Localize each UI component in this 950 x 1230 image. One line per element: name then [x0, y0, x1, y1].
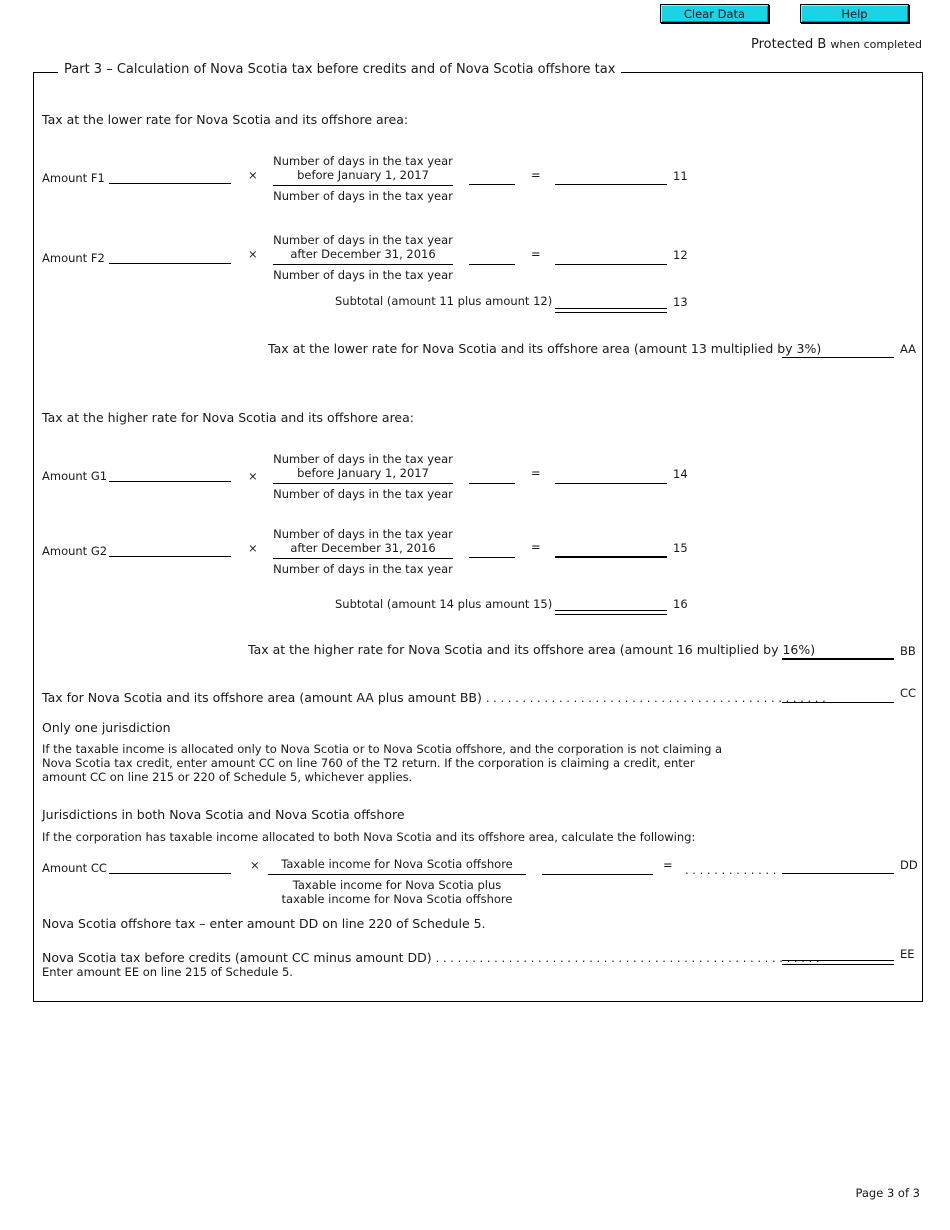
equals-symbol: = — [531, 466, 541, 480]
amount-g1-label: Amount G1 — [42, 469, 108, 483]
line-bb-underline — [782, 658, 894, 660]
amount-f1-label: Amount F1 — [42, 171, 105, 185]
enter-ee-note: Enter amount EE on line 215 of Schedule 5. — [42, 965, 293, 979]
amount-g2-underline — [109, 556, 231, 557]
days-g2-underline — [469, 557, 515, 558]
line-dd-input[interactable] — [782, 857, 894, 873]
fraction-f2 — [273, 233, 453, 282]
total-cc-text: Tax for Nova Scotia and its offshore area (amount AA plus amount BB) — [42, 690, 482, 705]
offshore-ratio-underline — [542, 874, 653, 875]
subtotal-13-label: Subtotal (amount 11 plus amount 12) — [335, 294, 553, 308]
days-g2-input[interactable] — [469, 540, 515, 556]
tax-before-credits-text: Nova Scotia tax before credits (amount CC minus amount DD) — [42, 950, 432, 965]
offshore-ratio-input[interactable] — [542, 857, 653, 873]
line-ee-double-underline — [782, 960, 894, 965]
line-cc-underline — [782, 702, 894, 703]
fraction-g2 — [273, 527, 453, 576]
denominator-line2: taxable income for Nova Scotia offshore — [281, 892, 513, 906]
days-f1-input[interactable] — [469, 168, 515, 184]
numerator: Taxable income for Nova Scotia offshore — [268, 857, 526, 875]
line-11-number: 11 — [673, 169, 688, 183]
denominator: Number of days in the tax year — [273, 562, 453, 576]
days-g1-input[interactable] — [469, 466, 515, 482]
denominator-line1: Taxable income for Nova Scotia plus — [292, 878, 502, 892]
amount-g1-input[interactable] — [109, 466, 231, 482]
equals-symbol: = — [531, 168, 541, 182]
line-cc-input[interactable] — [782, 686, 894, 702]
numerator-line2: after December 31, 2016 — [290, 247, 436, 261]
denominator: Number of days in the tax year — [273, 268, 453, 282]
times-symbol: × — [248, 247, 258, 261]
line-cc-label: CC — [900, 686, 917, 700]
equals-symbol: = — [663, 858, 673, 872]
equals-symbol: = — [531, 540, 541, 554]
leader-dots: . . . . . . . . . . . . . — [685, 863, 777, 877]
amount-f2-label: Amount F2 — [42, 251, 105, 265]
times-symbol: × — [250, 858, 260, 872]
higher-rate-result-label: Tax at the higher rate for Nova Scotia and its offshore area (amount 16 multiplied by 16%) — [248, 642, 816, 657]
higher-rate-heading: Tax at the higher rate for Nova Scotia and its offshore area: — [42, 410, 414, 425]
line-ee-input[interactable] — [782, 944, 894, 960]
page-number: Page 3 of 3 — [855, 1186, 920, 1200]
line-bb-label: BB — [900, 644, 916, 658]
numerator-line1: Number of days in the tax year — [273, 452, 453, 466]
protected-b-notice — [751, 37, 922, 52]
line-15-number: 15 — [673, 541, 688, 555]
line-16-double-underline — [555, 610, 667, 615]
lower-rate-result-label: Tax at the lower rate for Nova Scotia and its offshore area (amount 13 multiplied by 3%) — [268, 341, 822, 356]
fraction-g1 — [273, 452, 453, 501]
both-jurisdictions-heading: Jurisdictions in both Nova Scotia and Nova Scotia offshore — [42, 807, 405, 822]
leader-dots: . . . . . . . . . . . . . . . . . . . . . . . . . . . . . . . . . . . . . . . . . . . . . . . . . . . . . — [435, 951, 820, 965]
times-symbol: × — [248, 541, 258, 555]
line-13-double-underline — [555, 308, 667, 313]
line-16-input[interactable] — [555, 594, 667, 610]
amount-f1-input[interactable] — [109, 168, 231, 184]
line-dd-label: DD — [900, 858, 918, 872]
line-14-input[interactable] — [555, 466, 667, 482]
days-f2-underline — [469, 264, 515, 265]
amount-f1-underline — [109, 183, 231, 184]
days-g1-underline — [469, 483, 515, 484]
amount-cc-underline — [109, 873, 231, 874]
line-aa-underline — [782, 357, 894, 358]
protected-label: Protected B — [751, 37, 827, 52]
both-jurisdictions-text: If the corporation has taxable income allocated to both Nova Scotia and its offshore area, calculate the following: — [42, 830, 696, 844]
help-button[interactable]: Help — [800, 4, 909, 23]
numerator-line2: after December 31, 2016 — [290, 541, 436, 555]
days-f2-input[interactable] — [469, 247, 515, 263]
line-12-input[interactable] — [555, 247, 667, 263]
line-13-number: 13 — [673, 295, 688, 309]
part3-title: Part 3 – Calculation of Nova Scotia tax before credits and of Nova Scotia offshore tax — [58, 62, 621, 77]
line-15-underline — [555, 556, 667, 558]
amount-g2-input[interactable] — [109, 540, 231, 556]
numerator-line2: before January 1, 2017 — [297, 168, 429, 182]
equals-symbol: = — [531, 247, 541, 261]
fraction-offshore — [268, 857, 526, 906]
one-jurisdiction-text-2: Nova Scotia tax credit, enter amount CC on line 760 of the T2 return. If the corporation is claiming a credit, enter — [42, 756, 695, 770]
amount-f2-input[interactable] — [109, 247, 231, 263]
numerator-line1: Number of days in the tax year — [273, 233, 453, 247]
line-11-input[interactable] — [555, 168, 667, 184]
denominator: Number of days in the tax year — [273, 487, 453, 501]
days-f1-underline — [469, 184, 515, 185]
one-jurisdiction-text-3: amount CC on line 215 or 220 of Schedule 5, whichever applies. — [42, 770, 413, 784]
clear-data-button[interactable]: Clear Data — [660, 4, 769, 23]
numerator-line2: before January 1, 2017 — [297, 466, 429, 480]
lower-rate-heading: Tax at the lower rate for Nova Scotia and its offshore area: — [42, 112, 409, 127]
numerator-line1: Number of days in the tax year — [273, 527, 453, 541]
fraction-f1 — [273, 154, 453, 203]
amount-g1-underline — [109, 481, 231, 482]
offshore-tax-note: Nova Scotia offshore tax – enter amount DD on line 220 of Schedule 5. — [42, 916, 486, 931]
line-dd-underline — [782, 873, 894, 874]
amount-f2-underline — [109, 263, 231, 264]
numerator-line1: Number of days in the tax year — [273, 154, 453, 168]
line-13-input[interactable] — [555, 292, 667, 308]
times-symbol: × — [248, 469, 258, 483]
one-jurisdiction-heading: Only one jurisdiction — [42, 720, 171, 735]
line-bb-input[interactable] — [782, 642, 894, 658]
amount-cc-input[interactable] — [109, 857, 231, 873]
one-jurisdiction-text-1: If the taxable income is allocated only to Nova Scotia or to Nova Scotia offshore, and the corporation is not claiming a — [42, 742, 723, 756]
line-14-number: 14 — [673, 467, 688, 481]
subtotal-16-label: Subtotal (amount 14 plus amount 15) — [335, 597, 553, 611]
amount-cc-label: Amount CC — [42, 861, 107, 875]
line-ee-label: EE — [900, 947, 915, 961]
tax-before-credits-label — [42, 950, 820, 965]
total-cc-label — [42, 690, 826, 705]
line-aa-label: AA — [900, 342, 917, 356]
line-12-number: 12 — [673, 248, 688, 262]
denominator — [268, 875, 526, 906]
denominator: Number of days in the tax year — [273, 189, 453, 203]
protected-sub: when completed — [830, 38, 922, 51]
line-12-underline — [555, 264, 667, 265]
line-16-number: 16 — [673, 597, 688, 611]
line-14-underline — [555, 483, 667, 484]
line-aa-input[interactable] — [782, 340, 894, 356]
line-11-underline — [555, 184, 667, 185]
times-symbol: × — [248, 168, 258, 182]
amount-g2-label: Amount G2 — [42, 544, 108, 558]
leader-dots: . . . . . . . . . . . . . . . . . . . . . . . . . . . . . . . . . . . . . . . . . . . . . . . — [485, 691, 826, 705]
line-15-input[interactable] — [555, 540, 667, 556]
